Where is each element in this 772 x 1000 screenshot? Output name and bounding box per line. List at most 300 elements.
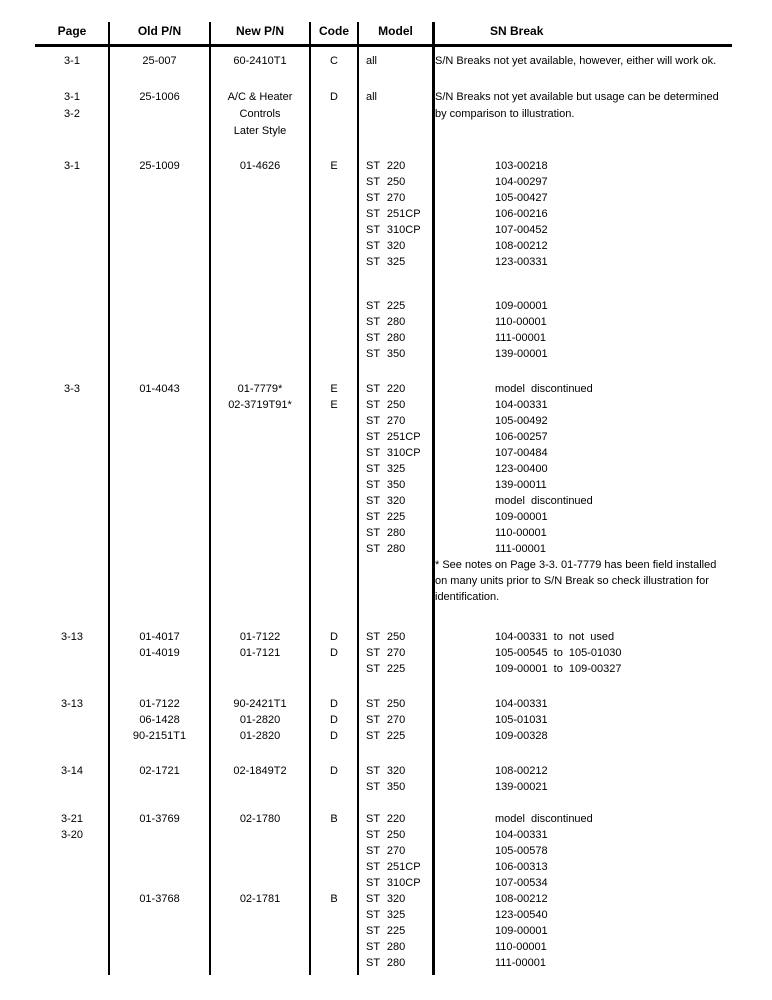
table-row [35,429,768,445]
table-row [35,712,768,728]
cell-page [35,923,109,939]
cell-sn: 110-00001 [495,941,547,953]
cell-new [210,254,310,270]
cell-new: 01-2820 [239,714,281,726]
cell-page [35,413,109,429]
table-row [35,875,768,891]
cell-sn: 123-00331 [495,256,548,268]
table-row [35,314,768,330]
cell-new: A/C & Heater [227,91,293,103]
cell-new [210,477,310,493]
cell-model: ST 250 [366,698,406,710]
cell-old: 01-3769 [139,813,180,825]
cell-code: E [330,383,338,395]
cell-old [109,541,210,557]
cell-new [210,445,310,461]
column-header-old-pn: Old P/N [137,24,182,38]
cell-new: 01-7121 [239,647,281,659]
cell-old [109,397,210,413]
column-header-sn-break: SN Break [490,24,544,38]
table-row [35,222,768,238]
cell-new [210,413,310,429]
table-row [35,461,768,477]
cell-code: D [330,698,338,710]
cell-code [310,875,358,891]
cell-old: 25-1006 [139,91,180,103]
cell-old [109,106,210,123]
cell-old [109,190,210,206]
cell-page [35,190,109,206]
cell-sn: 111-00001 [495,543,546,555]
cell-page [35,298,109,314]
table-row [35,541,768,557]
table-row [35,509,768,525]
cell-page [35,645,109,661]
cell-sn: 107-00534 [495,877,548,889]
row-spacer [35,677,768,696]
cell-model: all [366,55,378,67]
cell-new [210,939,310,955]
cell-code: E [330,160,338,172]
cell-sn: 104-00331 [495,829,548,841]
column-divider [432,22,435,975]
cell-old [109,445,210,461]
cell-old: 01-7122 [139,698,180,710]
table-row [35,298,768,314]
cell-code [310,174,358,190]
cell-old [109,206,210,222]
cell-old [109,413,210,429]
cell-new: 02-1781 [239,893,281,905]
cell-code [310,525,358,541]
cell-model: ST 225 [366,300,406,312]
cell-new [210,907,310,923]
cell-model [358,123,433,140]
cell-code [310,222,358,238]
cell-model: ST 270 [366,647,406,659]
table-row [35,661,768,677]
table-row [35,923,768,939]
cell-new: Later Style [233,125,287,137]
cell-sn: by comparison to illustration. [435,108,575,120]
cell-code [310,509,358,525]
cell-code: D [330,91,338,103]
column-divider [309,22,311,975]
cell-old [109,238,210,254]
cell-page: 3-20 [60,829,84,841]
column-divider [108,22,110,975]
cell-new [210,843,310,859]
cell-old [109,779,210,795]
cell-old [109,509,210,525]
table-row [35,413,768,429]
cell-code: D [330,765,338,777]
column-divider [357,22,359,975]
cell-code [310,206,358,222]
table-row [35,89,768,106]
table-row [35,477,768,493]
cell-code [310,557,358,573]
cell-page: 3-3 [64,383,80,395]
cell-code: D [330,631,338,643]
cell-model: all [366,91,378,103]
cell-code [310,106,358,123]
cell-page [35,939,109,955]
cell-old [109,859,210,875]
cell-old [109,939,210,955]
cell-sn: model discontinued [495,495,593,507]
cell-code [310,859,358,875]
cell-page [35,859,109,875]
cell-page: 3-14 [60,765,84,777]
cell-code [310,429,358,445]
cell-code [310,661,358,677]
cell-sn: 106-00257 [495,431,548,443]
cell-sn: 104-00331 [495,698,548,710]
cell-sn: 123-00540 [495,909,548,921]
table-row [35,939,768,955]
cell-new: 02-3719T91* [228,399,292,411]
table-row [35,445,768,461]
cell-model: ST 280 [366,543,406,555]
cell-sn: 110-00001 [495,527,547,539]
table-rows [35,47,768,971]
cell-page [35,314,109,330]
cell-page [35,541,109,557]
cell-page [35,346,109,362]
cell-page [35,238,109,254]
cell-code: D [330,730,338,742]
cell-code [310,493,358,509]
cell-old [109,123,210,140]
cell-page [35,174,109,190]
cell-sn: 105-00427 [495,192,548,204]
cell-page [35,955,109,971]
row-spacer [35,744,768,763]
cell-code [310,330,358,346]
cell-page [35,779,109,795]
column-header-model: Model [378,24,413,38]
cell-model: ST 270 [366,714,406,726]
cell-page [35,907,109,923]
cell-code [310,573,358,589]
cell-page [35,461,109,477]
row-spacer [35,270,768,298]
table-row [35,696,768,712]
cell-model: ST 310CP [366,877,421,889]
cell-model: ST 251CP [366,208,421,220]
cell-new: 01-7122 [239,631,281,643]
cell-sn: on many units prior to S/N Break so check illustration for [435,575,709,587]
cell-old [109,923,210,939]
cell-sn: 105-00578 [495,845,548,857]
cell-new: 01-4626 [239,160,281,172]
table-row [35,859,768,875]
cell-code: D [330,647,338,659]
cell-model: ST 220 [366,383,406,395]
cell-page: 3-13 [60,698,84,710]
cell-new: 02-1849T2 [233,765,287,777]
table-row [35,123,768,140]
cell-code [310,907,358,923]
cell-model: ST 280 [366,316,406,328]
cell-model: ST 310CP [366,224,421,236]
cell-page [35,445,109,461]
cell-sn: 123-00400 [495,463,548,475]
cell-page [35,589,109,605]
cell-model [358,106,433,123]
cell-old [109,298,210,314]
cell-model: ST 220 [366,160,406,172]
cell-model: ST 350 [366,348,406,360]
cell-code [310,314,358,330]
table-row [35,190,768,206]
cell-model: ST 250 [366,176,406,188]
cell-page [35,573,109,589]
cell-sn: 105-00492 [495,415,548,427]
cell-sn: 108-00212 [495,765,548,777]
cell-model: ST 325 [366,909,406,921]
cell-page [35,843,109,859]
cell-model: ST 220 [366,813,406,825]
cell-new: Controls [239,108,281,120]
cell-model: ST 225 [366,730,406,742]
cell-new [210,238,310,254]
cell-new [210,541,310,557]
table-row [35,763,768,779]
cell-model: ST 250 [366,631,406,643]
cell-new [210,298,310,314]
column-header-page: Page [57,24,87,38]
cell-old: 06-1428 [139,714,180,726]
cell-page [35,330,109,346]
cell-old [109,875,210,891]
table-row [35,645,768,661]
cell-new [210,589,310,605]
cell-new [210,779,310,795]
cell-page [35,397,109,413]
cell-new [210,429,310,445]
cell-model: ST 280 [366,332,406,344]
table-row [35,53,768,69]
cell-new [210,222,310,238]
cell-old [109,907,210,923]
cell-sn: 109-00328 [495,730,548,742]
cell-old [109,827,210,843]
cell-code [310,955,358,971]
row-spacer [35,69,768,89]
cell-page [35,493,109,509]
table-row [35,779,768,795]
cell-code: E [330,399,338,411]
cell-sn: 109-00001 to 109-00327 [495,663,622,675]
cell-page [35,712,109,728]
cell-old [109,661,210,677]
cell-model: ST 280 [366,527,406,539]
cell-sn: 105-00545 to 105-01030 [495,647,622,659]
cell-sn: 104-00331 [495,399,548,411]
cell-model: ST 280 [366,941,406,953]
cell-old [109,254,210,270]
cell-code [310,541,358,557]
cell-old [109,843,210,859]
cell-new: 02-1780 [239,813,281,825]
cell-new [210,493,310,509]
cell-model: ST 225 [366,511,406,523]
cell-old [109,525,210,541]
table-row [35,629,768,645]
cell-page: 3-2 [64,108,80,120]
cell-sn: * See notes on Page 3-3. 01-7779 has been field installed [435,559,717,571]
row-spacer [35,605,768,629]
table-row [35,907,768,923]
cell-new [210,827,310,843]
cell-old: 01-4019 [139,647,180,659]
table-row [35,106,768,123]
cell-model [358,557,433,573]
cell-new [210,923,310,939]
cell-code [310,923,358,939]
row-spacer [35,795,768,811]
cell-page: 3-1 [64,55,80,67]
cell-model: ST 320 [366,893,406,905]
cell-page [35,891,109,907]
cell-new [210,875,310,891]
cell-code [310,254,358,270]
cell-model: ST 320 [366,765,406,777]
cell-sn: 106-00313 [495,861,548,873]
cell-old [109,589,210,605]
cell-sn [433,123,768,140]
table-row [35,330,768,346]
cell-page [35,206,109,222]
cell-new [210,859,310,875]
cell-model: ST 310CP [366,447,421,459]
cell-old: 01-4043 [139,383,180,395]
cell-old [109,222,210,238]
cell-code [310,461,358,477]
cell-old: 90-2151T1 [132,730,187,742]
cell-model: ST 250 [366,829,406,841]
cell-new [210,190,310,206]
table-row [35,843,768,859]
cell-new [210,525,310,541]
parts-table [35,0,768,971]
table-row [35,493,768,509]
cell-sn: 104-00331 to not used [495,631,615,643]
table-row [35,891,768,907]
cell-sn: 108-00212 [495,893,548,905]
cell-code [310,779,358,795]
cell-sn: 109-00001 [495,300,548,312]
table-row [35,158,768,174]
table-row [35,206,768,222]
cell-sn: model discontinued [495,813,593,825]
cell-sn: 107-00452 [495,224,548,236]
cell-code [310,238,358,254]
cell-sn: 110-00001 [495,316,547,328]
cell-old [109,174,210,190]
cell-old [109,493,210,509]
cell-page [35,222,109,238]
table-row [35,728,768,744]
cell-sn: 139-00021 [495,781,548,793]
cell-model: ST 270 [366,415,406,427]
cell-code [310,298,358,314]
column-header-new-pn: New P/N [235,24,284,38]
cell-sn: 109-00001 [495,925,548,937]
cell-code: B [330,893,338,905]
cell-model: ST 270 [366,192,406,204]
cell-code [310,827,358,843]
cell-model [358,589,433,605]
cell-model: ST 350 [366,781,406,793]
cell-code: D [330,714,338,726]
row-spacer [35,362,768,381]
table-row [35,827,768,843]
cell-sn: 104-00297 [495,176,548,188]
table-row [35,381,768,397]
table-row [35,346,768,362]
cell-new [210,955,310,971]
cell-old [109,314,210,330]
cell-page [35,875,109,891]
cell-sn: 139-00001 [495,348,548,360]
cell-page [35,429,109,445]
cell-new [210,346,310,362]
cell-page: 3-21 [60,813,84,825]
column-divider [209,22,211,975]
cell-sn: 107-00484 [495,447,548,459]
cell-sn: 111-00001 [495,957,546,969]
cell-sn: S/N Breaks not yet available, however, either will work ok. [435,55,717,67]
cell-sn: 109-00001 [495,511,548,523]
cell-page [35,728,109,744]
cell-model: ST 270 [366,845,406,857]
cell-old: 25-1009 [139,160,180,172]
cell-sn: 106-00216 [495,208,548,220]
cell-page [35,557,109,573]
cell-new [210,330,310,346]
cell-new [210,661,310,677]
table-row [35,397,768,413]
cell-new: 01-7779* [237,383,283,395]
cell-page [35,254,109,270]
cell-page [35,525,109,541]
cell-old [109,346,210,362]
cell-old [109,573,210,589]
cell-model: ST 251CP [366,861,421,873]
cell-old [109,955,210,971]
cell-code: B [330,813,338,825]
cell-model [358,573,433,589]
cell-code [310,939,358,955]
cell-sn: model discontinued [495,383,593,395]
cell-model: ST 350 [366,479,406,491]
cell-page [35,509,109,525]
cell-new: 90-2421T1 [233,698,287,710]
cell-new [210,573,310,589]
cell-code [310,589,358,605]
cell-model: ST 320 [366,240,406,252]
table-row [35,525,768,541]
table-row [35,174,768,190]
cell-sn: identification. [435,591,500,603]
cell-new: 60-2410T1 [233,55,287,67]
cell-code [310,346,358,362]
column-header-code: Code [319,24,349,38]
cell-sn: 111-00001 [495,332,546,344]
